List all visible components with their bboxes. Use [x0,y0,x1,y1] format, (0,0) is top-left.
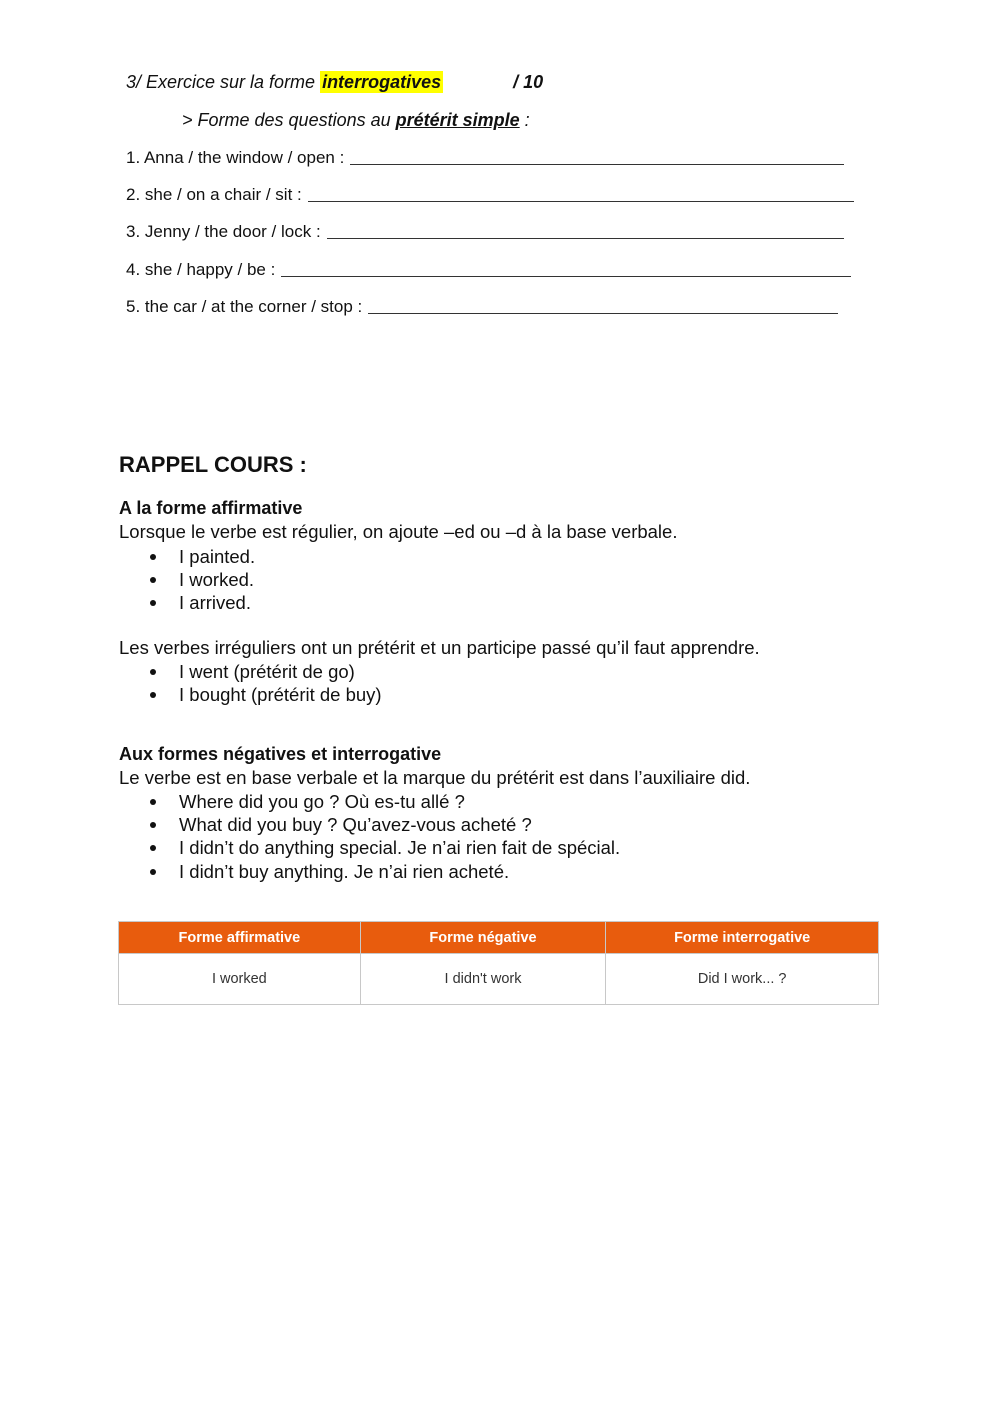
negative-examples [119,790,620,883]
exercise-subtitle-bold: prétérit simple [395,110,520,130]
affirmative-examples [119,545,255,615]
exercise-score: / 10 [513,72,544,92]
header-interrogative: Forme interrogative [606,922,879,954]
irregular-intro: Les verbes irréguliers ont un prétérit et un participe passé qu’il faut apprendre. [119,637,760,658]
exercise-title-prefix: 3/ Exercice sur la forme [126,72,321,92]
table-header-row [119,922,879,954]
negative-intro: Le verbe est en base verbale et la marque du prétérit est dans l’auxiliaire did. [119,767,751,788]
list-item: What did you buy ? Qu’avez-vous acheté ? [119,813,620,836]
forms-table [118,921,879,1005]
list-item: I painted. [119,545,255,568]
list-item: I went (prétérit de go) [119,660,382,683]
question-5 [126,295,838,317]
list-item: I didn’t buy anything. Je n’ai rien acheté. [119,860,620,883]
rappel-heading: RAPPEL COURS : [119,452,307,477]
question-1 [126,146,844,168]
affirmative-title: A la forme affirmative [119,498,303,518]
question-label: 1. Anna / the window / open : [126,148,345,167]
list-item: I bought (prétérit de buy) [119,683,382,706]
cell-affirmative: I worked [119,954,361,1005]
exercise-subtitle [182,110,530,131]
question-label: 2. she / on a chair / sit : [126,185,302,204]
answer-line-4[interactable] [281,276,851,277]
list-item: I arrived. [119,591,255,614]
irregular-examples [119,660,382,706]
question-3 [126,220,844,242]
cell-negative: I didn't work [360,954,606,1005]
header-negative: Forme négative [360,922,606,954]
answer-line-1[interactable] [350,164,844,165]
negative-title: Aux formes négatives et interrogative [119,744,442,764]
exercise-subtitle-prefix: > Forme des questions au [182,110,396,130]
cell-interrogative: Did I work... ? [606,954,879,1005]
question-4 [126,258,851,280]
answer-line-5[interactable] [368,313,838,314]
exercise-title-highlight: interrogatives [322,72,442,92]
question-label: 5. the car / at the corner / stop : [126,297,363,316]
answer-line-3[interactable] [327,238,844,239]
header-affirmative: Forme affirmative [119,922,361,954]
answer-line-2[interactable] [308,201,854,202]
exercise-title [126,72,543,93]
question-label: 3. Jenny / the door / lock : [126,222,321,241]
list-item: I worked. [119,568,255,591]
exercise-subtitle-suffix: : [519,110,530,130]
list-item: I didn’t do anything special. Je n’ai rien fait de spécial. [119,836,620,859]
affirmative-intro: Lorsque le verbe est régulier, on ajoute –ed ou –d à la base verbale. [119,521,678,542]
table-row [119,954,879,1005]
question-2 [126,183,854,205]
list-item: Where did you go ? Où es-tu allé ? [119,790,620,813]
question-label: 4. she / happy / be : [126,260,276,279]
